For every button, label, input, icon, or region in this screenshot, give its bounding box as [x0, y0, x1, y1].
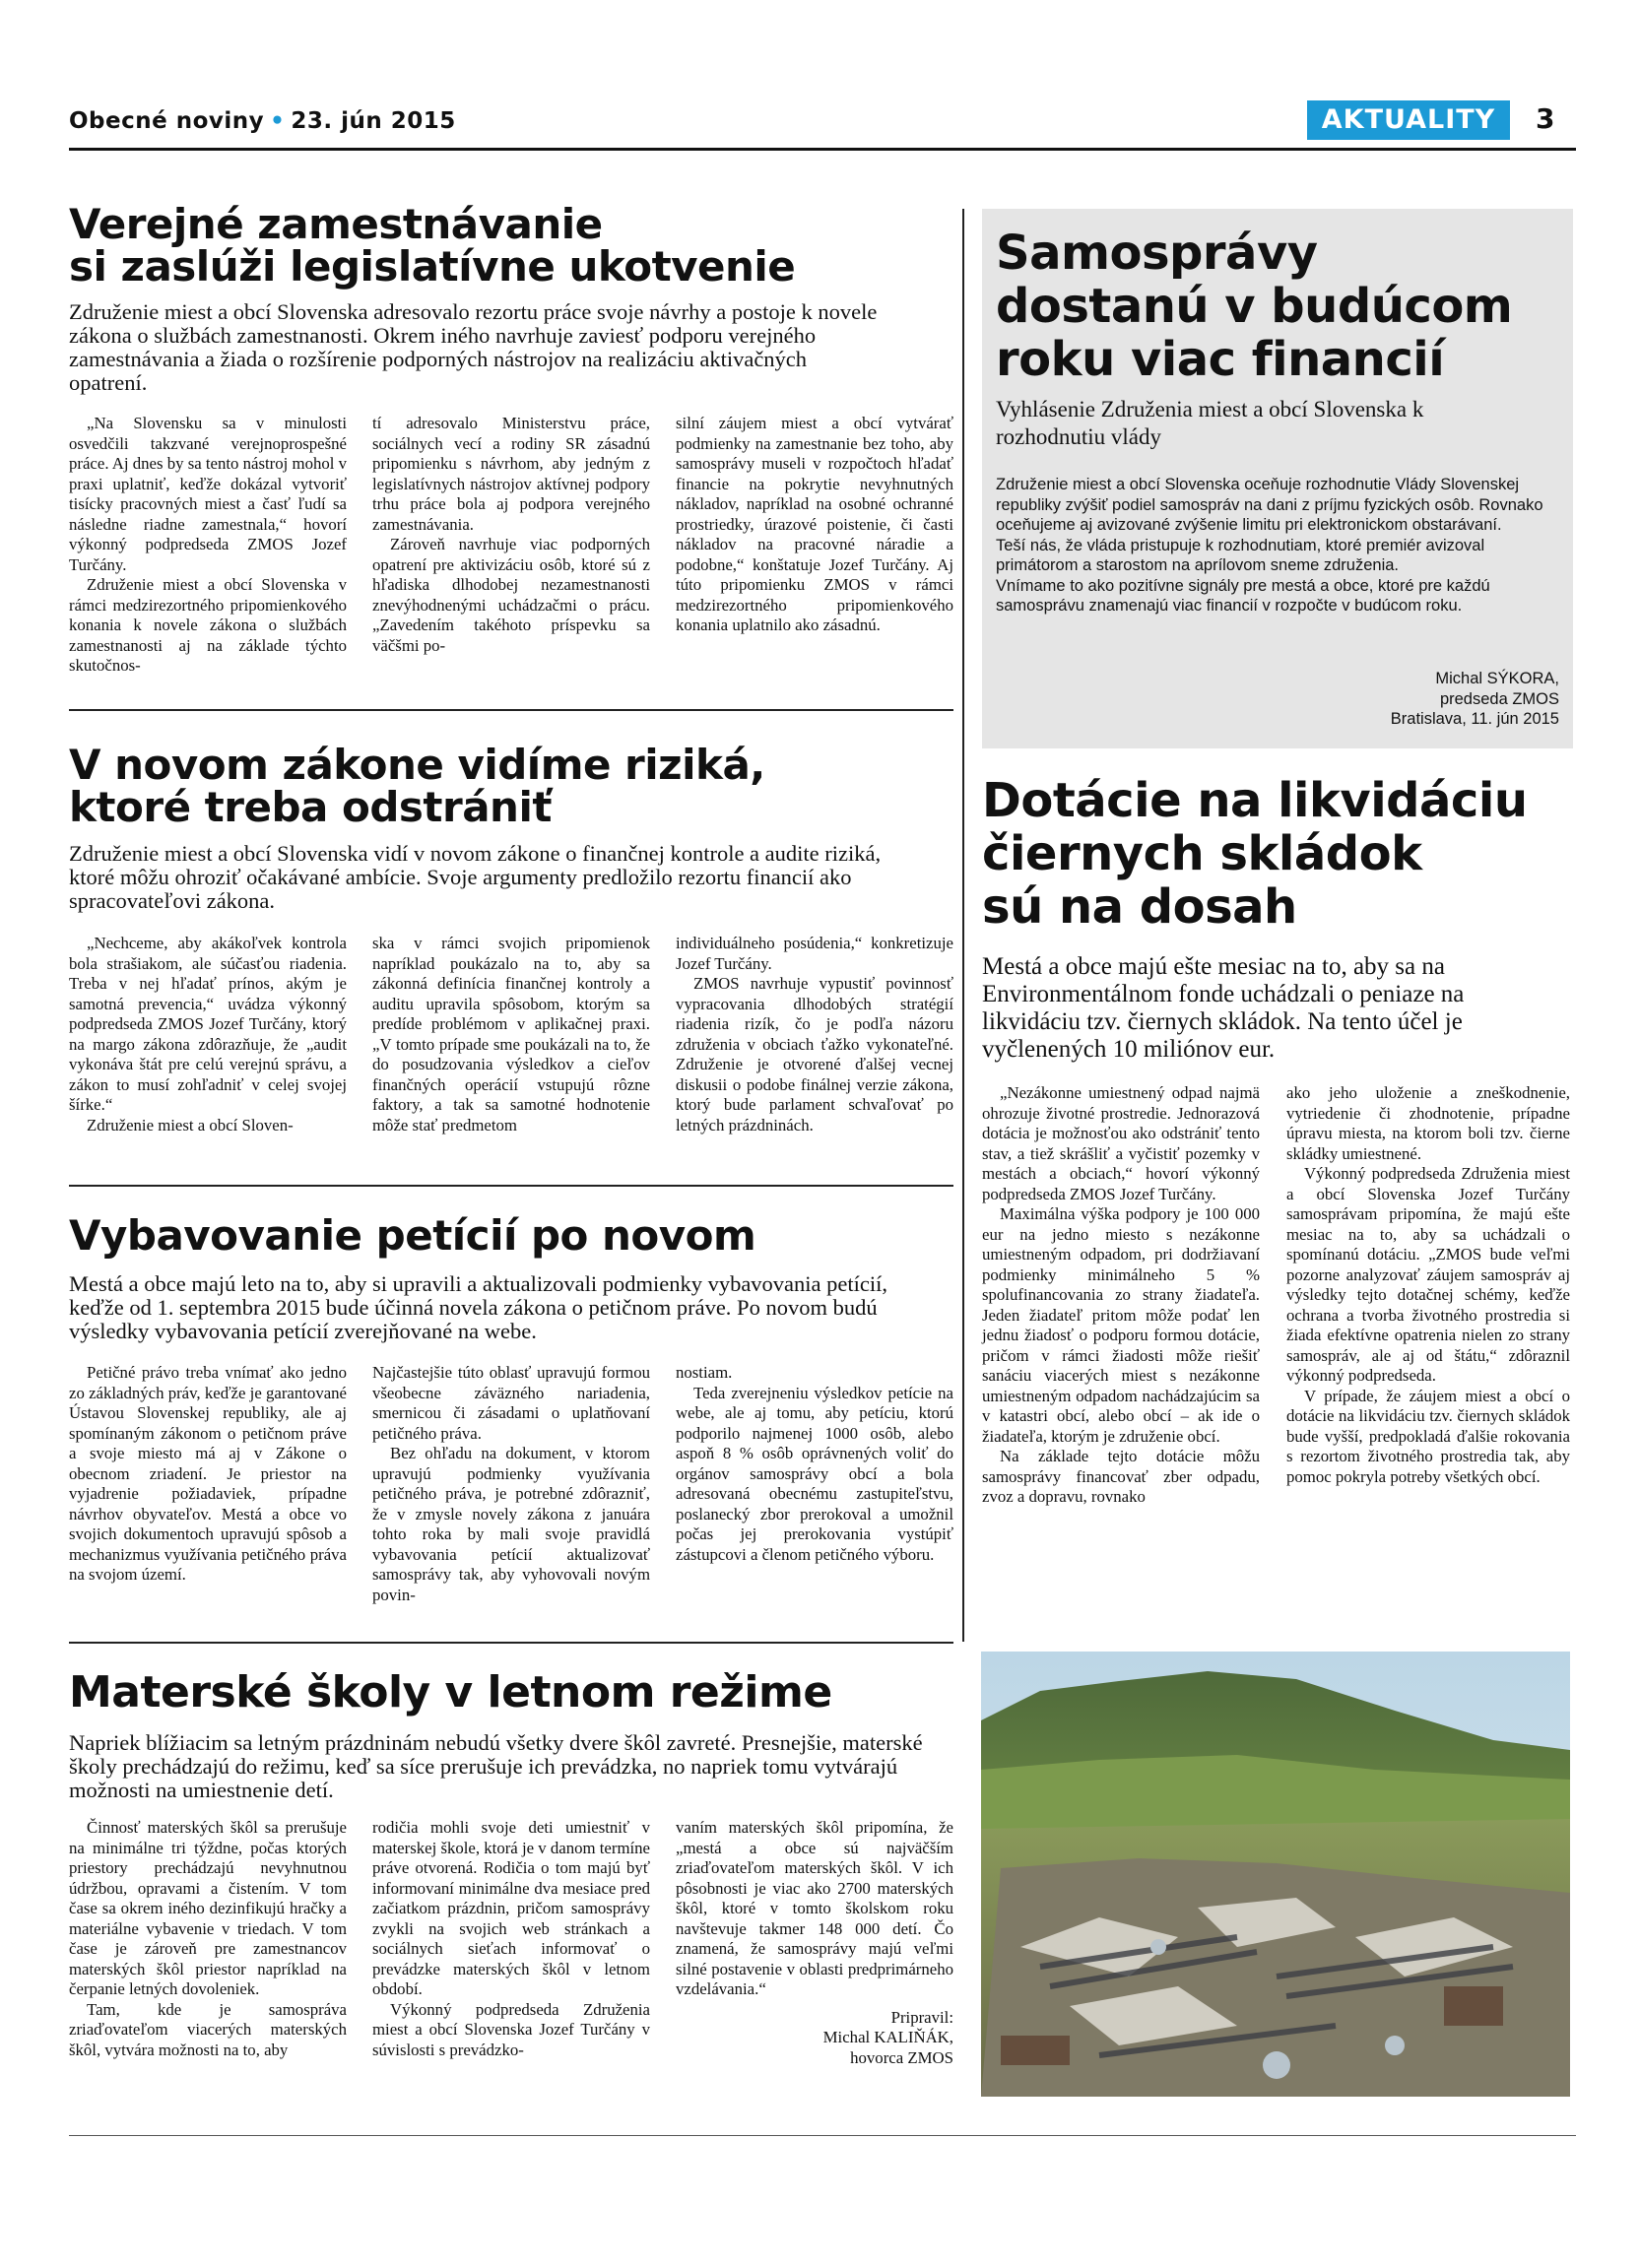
- section-tag: AKTUALITY: [1307, 100, 1510, 140]
- article2-title: V novom zákone vidíme riziká, ktoré treba odstrániť: [69, 741, 765, 831]
- header-rule: [69, 148, 1576, 151]
- article3-lead: Mestá a obce majú leto na to, aby si upravili a aktualizovali podmienky vybavovania petícií, keďže od 1. septembra 2015 bude účinná novela zákona o petičnom práve. Po novom budú výsledky vybavovania petícií zverejňované na webe.: [69, 1271, 888, 1343]
- article3-title: Vybavovanie petícií po novom: [69, 1211, 756, 1260]
- issue-date: 23. jún 2015: [291, 108, 456, 134]
- article4-col3: vaním materských škôl pripomína, že „mestá a obce sú najväčším zriaďovateľom materských škôl. V ich pôsobnosti je viac ako 2700 materských škôl, ktoré v tomto školskom roku navštevuje takmer 148 000 detí. Čo znamená, že samosprávy majú veľmi silné postavenie v oblasti predprimárneho vzdelávania.“ Pripravil: Michal KALIŇÁK, hovorca ZMOS: [676, 1818, 953, 2067]
- publication-header: [69, 108, 456, 134]
- article-divider: [69, 709, 953, 711]
- article1-lead: Združenie miest a obcí Slovenska adresovalo rezortu práce svoje návrhy a postoje k novele zákona o službách zamestnanosti. Okrem iného navrhuje zaviesť podporu verejného zamestnávania a žiada o rozšírenie podporných nástrojov na realizáciu aktivačných opatrení.: [69, 299, 878, 395]
- sidebar-title: Samosprávy dostanú v budúcom roku viac financií: [996, 226, 1513, 387]
- sidebar-subtitle: Vyhlásenie Združenia miest a obcí Slovenska k rozhodnutiu vlády: [996, 397, 1424, 449]
- article-divider: [69, 1185, 953, 1187]
- article2-lead: Združenie miest a obcí Slovenska vidí v novom zákone o finančnej kontrole a audite riziká, ktoré môžu ohroziť očakávané ambície. Svoje argumenty predložilo rezortu financií ako spracovateľovi zákona.: [69, 841, 882, 913]
- article5-col1: „Nezákonne umiestnený odpad najmä ohrozuje životné prostredie. Jednorazová dotácia je možnosťou ako odstrániť tento stav, a tiež skrášliť a vyčistiť pozemky v mestách a obciach,“ hovorí výkonný podpredseda ZMOS Jozef Turčány. Maximálna výška podpory je 100 000 eur na jedno miesto s nezákonne umiestneným odpadom, pri dodržiavaní podmienky minimálneho 5 % spolufinancovania zo strany žiadateľa. Jeden žiadateľ pritom môže podať len jednu žiadosť o podporu formou dotácie, pričom v rámci žiadosti môže riešiť sanáciu viacerých miest s nezákonne umiestneným odpadom nachádzajúcim sa v katastri obcí, alebo obcí – ak ide o žiadateľa, ktorým je združenie obcí. Na základe tejto dotácie môžu samosprávy financovať zber odpadu, zvoz a dopravu, rovnako: [982, 1083, 1260, 1506]
- article2-col1: „Nechceme, aby akákoľvek kontrola bola strašiakom, ale súčasťou riadenia. Treba v nej hľadať prínos, akým je samotná prevencia,“ uvádza výkonný podpredseda ZMOS Jozef Turčány, ktorý na margo zákona zdôrazňuje, že „audit vykonáva štát pre celú verejnú správu, a zákon to musí zohľadniť v celej svojej šírke.“ Združenie miest a obcí Sloven-: [69, 934, 347, 1134]
- article5-lead: Mestá a obce majú ešte mesiac na to, aby sa na Environmentálnom fonde uchádzali o peniaze na likvidáciu tzv. čiernych skládok. Na tento účel je vyčlenených 10 miliónov eur.: [982, 953, 1465, 1063]
- article4-col2: rodičia mohli svoje deti umiestniť v materskej škole, ktorá je v danom termíne práve otvorená. Rodičia o tom majú byť informovaní minimálne dva mesiace pred začiatkom prázdnin, pričom samosprávy zvykli na svojich web stránkach a sociálnych sieťach informovať o prevádzke materských škôl v letnom období. Výkonný podpredseda Združenia miest a obcí Slovenska Jozef Turčány v súvislosti s prevádzko-: [372, 1818, 650, 2059]
- article1-col2: tí adresovalo Ministerstvu práce, sociálnych vecí a rodiny SR zásadnú pripomienku s návrhom, aby jedným z legislatívnych nástrojov aktívnej podpory trhu práce bola aj podpora verejného zamestnávania. Zároveň navrhuje viac podporných opatrení pre aktivizáciu osôb, ktoré sú z hľadiska dlhodobej nezamestnanosti znevýhodnenými uchádzačmi o prácu. „Zavedením takéhoto príspevku sa väčšmi po-: [372, 414, 650, 655]
- article2-col2: ska v rámci svojich pripomienok napríklad poukázalo na to, aby sa zákonná definícia finančnej kontroly a auditu upravila spôsobom, ktorým sa predíde problémom v aplikačnej praxi. „V tomto prípade sme poukázali na to, že do posudzovania výsledkov a cieľov finančných operácií vstupujú rôzne faktory, a tak sa samotné hodnotenie môže stať predmetom: [372, 934, 650, 1134]
- article1-col1: „Na Slovensku sa v minulosti osvedčili takzvané verejnoprospešné práce. Aj dnes by sa tento nástroj mohol v praxi uplatniť, keďže dokázal vytvoriť tisícky pracovných miest a časť ľudí sa následne riadne zamestnala,“ hovorí výkonný podpredseda ZMOS Jozef Turčány. Združenie miest a obcí Slovenska v rámci medzirezortného pripomienkového konania k novele zákona o službách zamestnanosti aj na základe týchto skutočnos-: [69, 414, 347, 675]
- publication-name: Obecné noviny: [69, 108, 265, 134]
- article2-col3: individuálneho posúdenia,“ konkretizuje Jozef Turčány. ZMOS navrhuje vypustiť povinnosť vypracovania dlhodobých stratégií riadenia rizík, čo je podľa názoru združenia v obciach ťažko vykonateľné. Združenie je otvorené ďalšej vecnej diskusii o podobe finálnej verzie zákona, ktorý bude parlament schvaľovať po letných prázdninách.: [676, 934, 953, 1134]
- article1-col3: silní záujem miest a obcí vytvárať podmienky na zamestnanie bez toho, aby samosprávy museli v rozpočtoch hľadať financie na pokrytie nevyhnutných nákladov, napríklad na osobné ochranné prostriedky, úrazové poistenie, či časti nákladov na pracovné náradie a podobne,“ konštatuje Jozef Turčány. Aj túto pripomienku ZMOS v rámci medzirezortného pripomienkového konania uplatnilo ako zásadnú.: [676, 414, 953, 634]
- article-divider: [69, 1642, 953, 1644]
- article5-title: Dotácie na likvidáciu čiernych skládok sú na dosah: [982, 773, 1528, 935]
- article3-col2: Najčastejšie túto oblasť upravujú formou všeobecne záväzného nariadenia, smernicou či zásadami o uplatňovaní petičného práva. Bez ohľadu na dokument, v ktorom upravujú podmienky využívania petičného práva, je potrebné zdôrazniť, že v zmysle novely zákona z januára tohto roka by mali svoje pravidlá vybavovania petícií aktualizovať samosprávy tak, aby vyhovovali novým povin-: [372, 1363, 650, 1604]
- article3-col3: nostiam. Teda zverejneniu výsledkov petície na webe, ale aj tomu, aby petíciu, ktorú podporilo najmenej 1000 osôb, alebo aspoň 8 % osôb oprávnených voliť do orgánov samosprávy obcí a bola adresovaná obecnému zastupiteľstvu, poslanecký zbor prerokoval a umožnil počas jej prerokovania vystúpiť zástupcovi a členom petičného výboru.: [676, 1363, 953, 1564]
- column-divider: [962, 209, 964, 1642]
- illegal-dump-photo: [981, 1652, 1570, 2097]
- article4-title: Materské školy v letnom režime: [69, 1667, 832, 1717]
- landscape-image: [981, 1652, 1570, 2097]
- page-number: 3: [1536, 102, 1555, 135]
- bullet-icon: •: [270, 108, 286, 134]
- article4-signature: Pripravil: Michal KALIŇÁK, hovorca ZMOS: [822, 2007, 953, 2067]
- sidebar-body: Združenie miest a obcí Slovenska oceňuje rozhodnutie Vlády Slovenskej republiky zvýšiť podiel samospráv na dani z príjmu fyzických osôb. Rovnako oceňujeme aj avizované zvýšenie limitu pri elektronickom obstarávaní. Teší nás, že vláda pristupuje k rozhodnutiam, ktoré premiér avizoval primátorom a starostom na aprílovom sneme združenia. Vnímame to ako pozitívne signály pre mestá a obce, ktoré pre každú samosprávu znamenajú viac financií v rozpočte v budúcom roku.: [996, 476, 1543, 615]
- sidebar-signature: Michal SÝKORA, predseda ZMOS Bratislava, 11. jún 2015: [1390, 670, 1559, 728]
- footer-rule: [69, 2135, 1576, 2136]
- statement-box: [982, 209, 1573, 748]
- article4-col1: Činnosť materských škôl sa prerušuje na minimálne tri týždne, počas ktorých priestory prechádzajú nevyhnutnou údržbou, opravami a čistením. V tom čase sa okrem iného dezinfikujú hračky a materiálne vybavenie v triedach. V tom čase je zároveň pre zamestnancov materských škôl priestor napríklad na čerpanie letných dovoleniek. Tam, kde je samospráva zriaďovateľom viacerých materských škôl, vytvára možnosti na to, aby: [69, 1818, 347, 2059]
- article3-col1: Petičné právo treba vnímať ako jedno zo základných práv, keďže je garantované Ústavou Slovenskej republiky, ale aj spomínaným zákonom o petičnom práve a svoje miesto má aj v Zákone o obecnom zriadení. Je priestor na vyjadrenie požiadaviek, prípadne návrhov obyvateľov. Mestá a obce vo svojich dokumentoch upravujú spôsob a mechanizmus využívania petičného práva na svojom území.: [69, 1363, 347, 1584]
- article5-col2: ako jeho uloženie a zneškodnenie, vytriedenie či zhodnotenie, prípadne úpravu miesta, na ktorom boli tzv. čierne skládky umiestnené. Výkonný podpredseda Združenia miest a obcí Slovenska Jozef Turčány samosprávam pripomína, že majú ešte mesiac na to, aby sa uchádzali o spomínanú dotáciu. „ZMOS bude veľmi pozorne analyzovať záujem samospráv aj výsledky tejto dotačnej schémy, keďže ochrana a tvorba životného prostredia si žiada efektívne opatrenia nielen zo strany samospráv, ale aj od štátu,“ zdôraznil výkonný podpredseda. V prípade, že záujem miest a obcí o dotácie na likvidáciu tzv. čiernych skládok bude vyšší, predpokladá ďalšie rokovania s rezortom životného prostredia tak, aby pomoc pokryla potreby všetkých obcí.: [1286, 1083, 1570, 1486]
- article4-lead: Napriek blížiacim sa letným prázdninám nebudú všetky dvere škôl zavreté. Presnejšie, materské školy prechádzajú do režimu, keď sa síce prerušuje ich prevádzka, no napriek tomu vytvárajú možnosti na umiestnenie detí.: [69, 1730, 923, 1802]
- article1-title: Verejné zamestnávanie si zaslúži legislatívne ukotvenie: [69, 200, 796, 291]
